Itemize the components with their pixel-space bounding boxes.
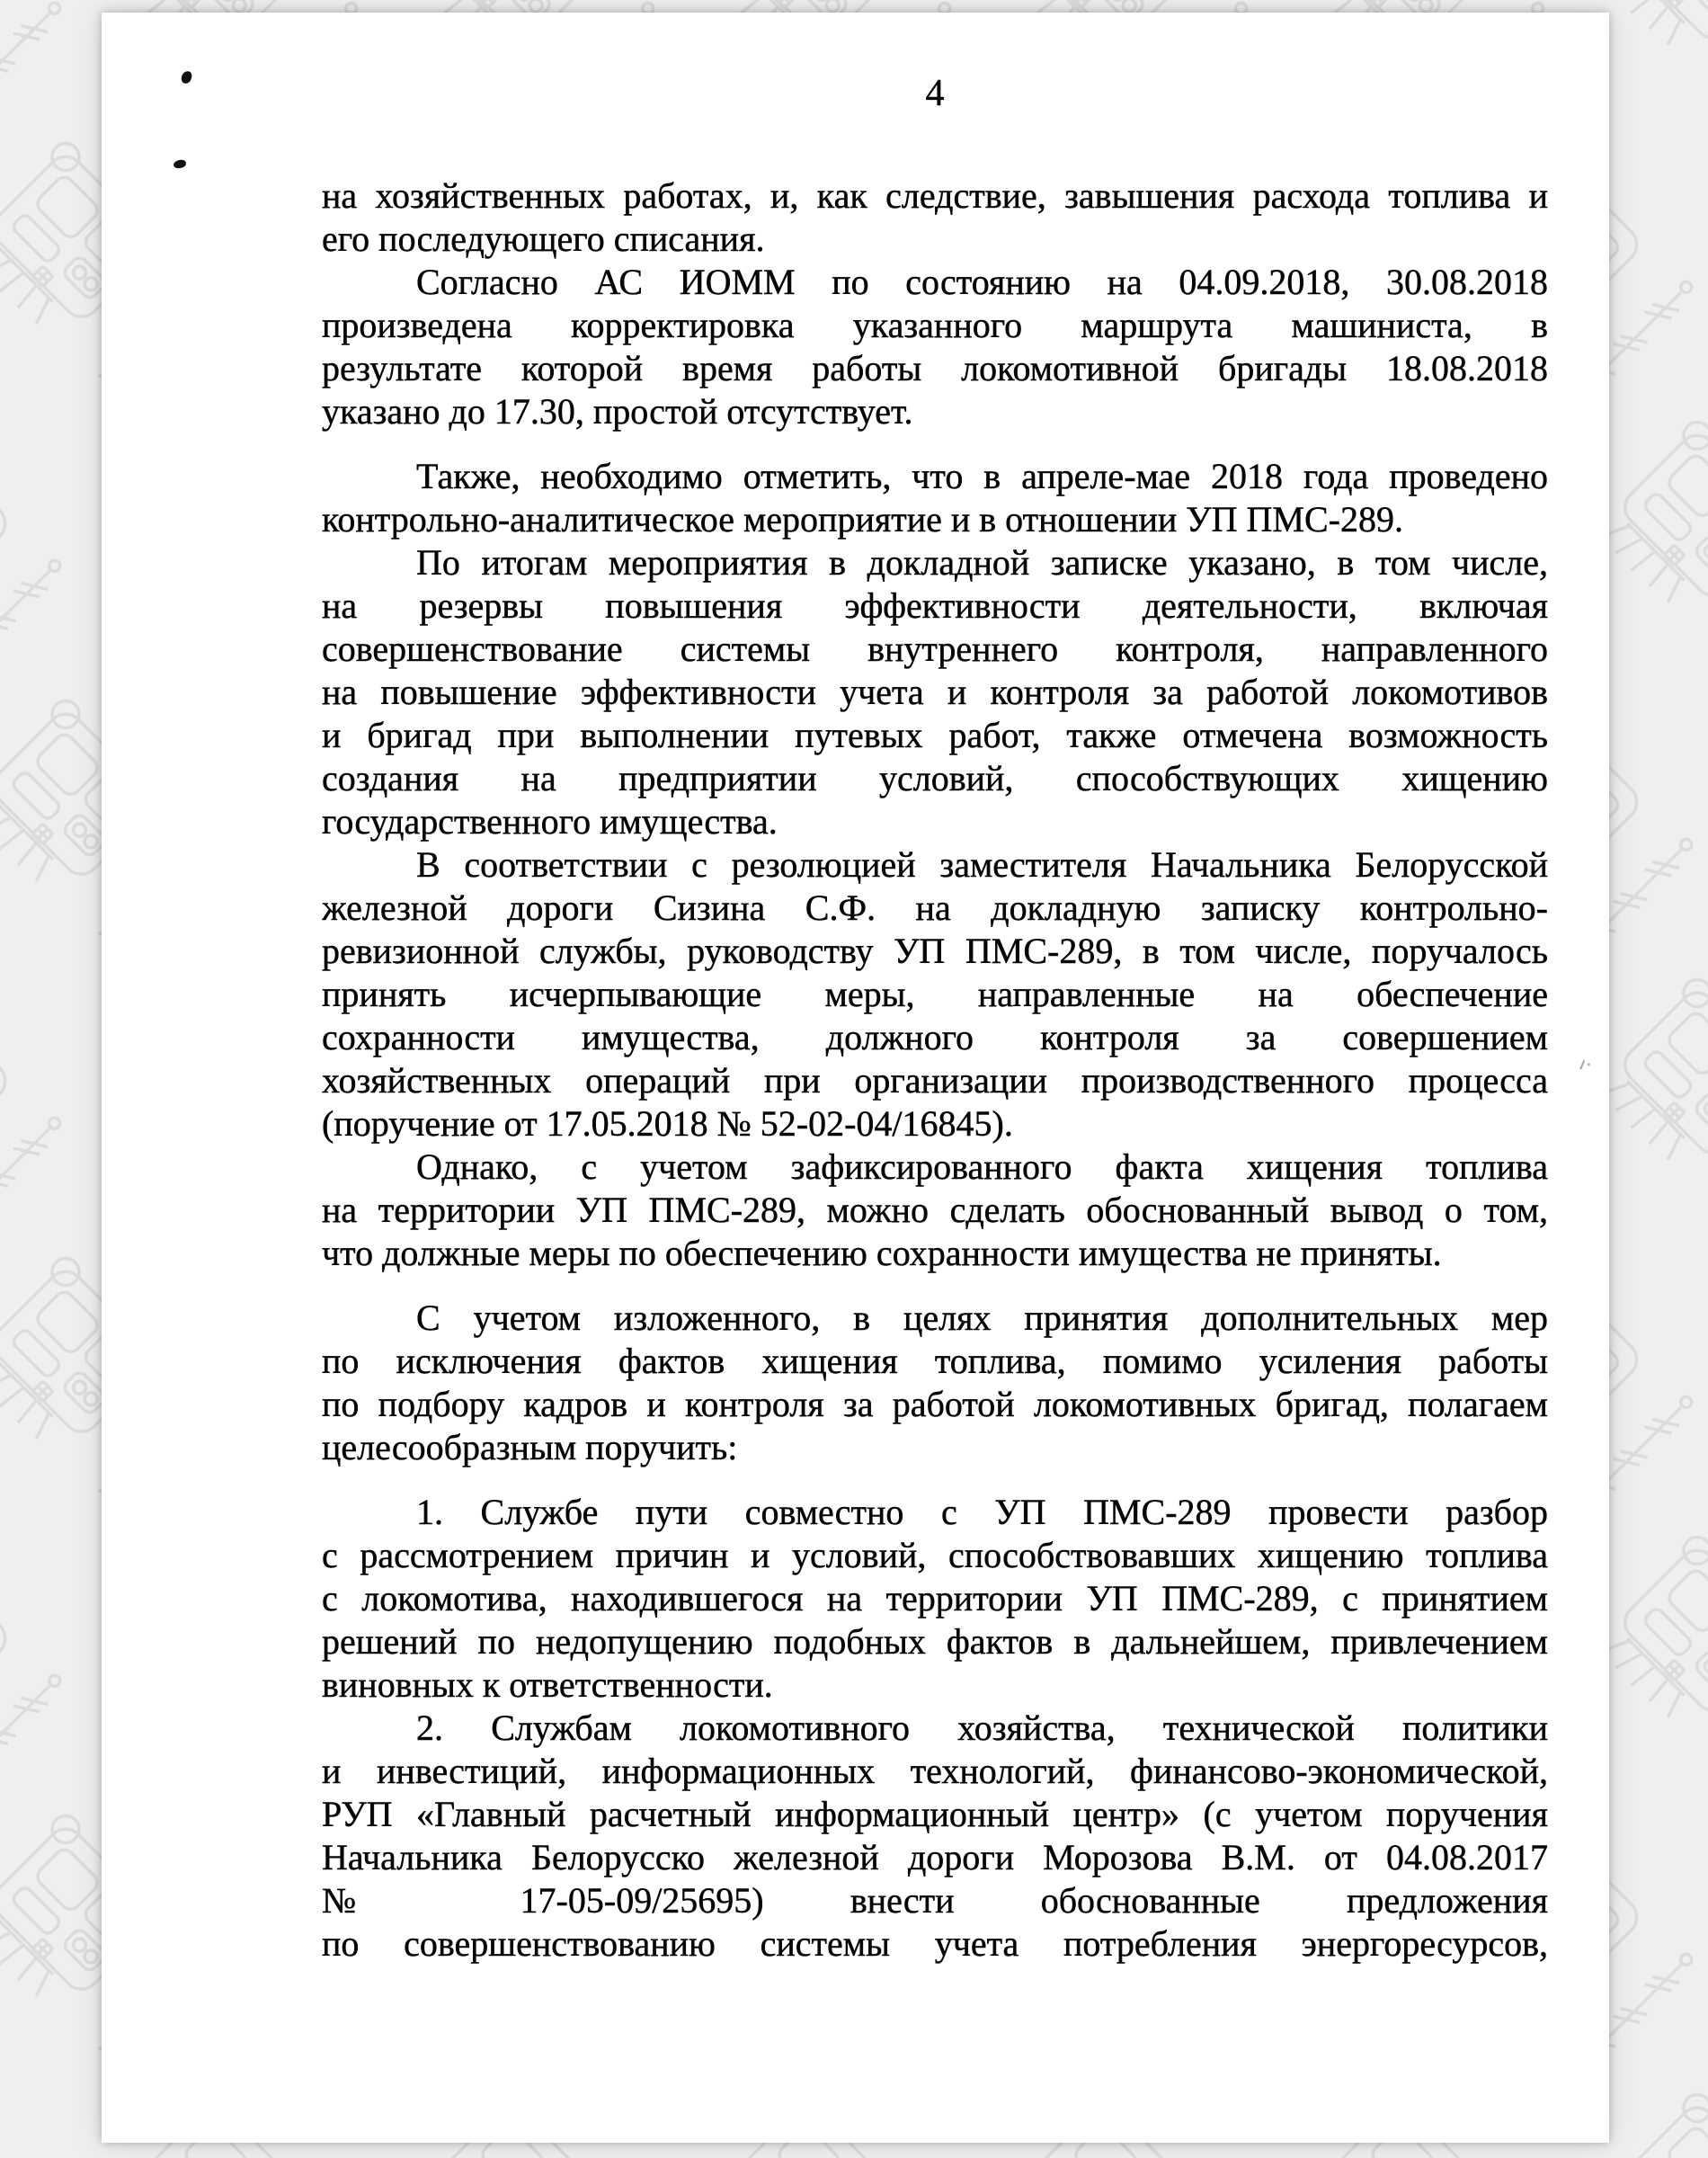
text-line: виновных к ответственности.	[322, 1664, 773, 1705]
text-line: произведена корректировка указанного маршрута машиниста, в	[322, 305, 1548, 345]
text-line: (поручение от 17.05.2018 № 52-02-04/16845).	[322, 1103, 1013, 1144]
paragraph	[322, 1146, 1548, 1275]
text-line: С учетом изложенного, в целях принятия дополнительных мер	[416, 1297, 1548, 1338]
text-line: целесообразным поручить:	[322, 1427, 738, 1467]
text-line: Однако, с учетом зафиксированного факта хищения топлива	[416, 1146, 1548, 1187]
paragraph	[322, 1297, 1548, 1469]
text-line: по совершенствованию системы учета потребления энергоресурсов,	[322, 1923, 1548, 1964]
text-line: железной дороги Сизина С.Ф. на докладную записку контрольно-	[322, 887, 1548, 928]
text-line: создания на предприятии условий, способствующих хищению	[322, 758, 1548, 798]
text-line: на резервы повышения эффективности деятельности, включая	[322, 585, 1548, 626]
document-text	[322, 174, 1548, 1966]
signal-pole-icon	[0, 554, 67, 674]
paragraph	[322, 541, 1548, 843]
paragraph	[322, 455, 1548, 541]
text-line: Также, необходимо отметить, что в апреле-мае 2018 года проведено	[416, 456, 1548, 496]
text-line: РУП «Главный расчетный информационный центр» (с учетом поручения	[322, 1794, 1548, 1834]
text-line: Согласно АС ИОММ по состоянию на 04.09.2018, 30.08.2018	[416, 262, 1548, 302]
locomotive-outline-icon	[0, 2089, 18, 2158]
text-line: 1. Службе пути совместно с УП ПМС-289 провести разбор	[416, 1492, 1548, 1532]
text-line: принять исчерпывающие меры, направленные на обеспечение	[322, 974, 1548, 1014]
text-line: По итогам мероприятия в докладной записке указано, в том числе,	[416, 542, 1548, 583]
text-line: на хозяйственных работах, и, как следствие, завышения расхода топлива и	[322, 175, 1548, 216]
locomotive-outline-icon	[0, 974, 18, 1185]
locomotive-outline-icon	[0, 416, 18, 628]
text-line: что должные меры по обеспечению сохранности имущества не приняты.	[322, 1233, 1442, 1273]
text-line: на повышение эффективности учета и контроля за работой локомотивов	[322, 672, 1548, 712]
text-line: с локомотива, находившегося на территории УП ПМС-289, с принятием	[322, 1578, 1548, 1618]
text-line: 2. Службам локомотивного хозяйства, технической политики	[416, 1708, 1548, 1748]
text-line: решений по недопущению подобных фактов в дальнейшем, привлечением	[322, 1621, 1548, 1662]
text-line: с рассмотрением причин и условий, способствовавших хищению топлива	[322, 1535, 1548, 1575]
text-line: по исключения фактов хищения топлива, помимо усиления работы	[322, 1341, 1548, 1381]
paragraph	[322, 261, 1548, 433]
text-line: и инвестиций, информационных технологий, финансово-экономической,	[322, 1751, 1548, 1791]
paragraph	[322, 843, 1548, 1146]
text-line: и бригад при выполнении путевых работ, также отмечена возможность	[322, 715, 1548, 755]
text-line: государственного имущества.	[322, 801, 778, 842]
paragraph	[322, 1491, 1548, 1707]
text-line: на территории УП ПМС-289, можно сделать обоснованный вывод о том,	[322, 1190, 1548, 1230]
signal-pole-icon	[0, 1111, 67, 1232]
text-line: Начальника Белорусско железной дороги Морозова В.М. от 04.08.2017	[322, 1837, 1548, 1877]
text-line: по подбору кадров и контроля за работой локомотивных бригад, полагаем	[322, 1384, 1548, 1424]
text-line: № 17-05-09/25695) внести обоснованные предложения	[322, 1880, 1548, 1921]
locomotive-outline-icon	[0, 1531, 18, 1743]
text-line: ревизионной службы, руководству УП ПМС-289, в том числе, поручалось	[322, 931, 1548, 971]
page-number: 4	[925, 73, 945, 114]
text-line: сохранности имущества, должного контроля за совершением	[322, 1017, 1548, 1057]
paragraph	[322, 1707, 1548, 1966]
text-line: совершенствование системы внутреннего контроля, направленного	[322, 629, 1548, 669]
signal-pole-icon	[0, 1669, 67, 1789]
text-line: В соответствии с резолюцией заместителя Начальника Белорусской	[416, 844, 1548, 885]
signal-pole-icon	[0, 0, 67, 117]
text-line: результате которой время работы локомотивной бригады 18.08.2018	[322, 348, 1548, 388]
text-line: контрольно-аналитическое мероприятие и в отношении УП ПМС-289.	[322, 499, 1403, 540]
paragraph	[322, 174, 1548, 261]
text-line: указано до 17.30, простой отсутствует.	[322, 391, 913, 432]
text-line: его последующего списания.	[322, 218, 765, 259]
text-line: хозяйственных операций при организации производственного процесса	[322, 1060, 1548, 1101]
